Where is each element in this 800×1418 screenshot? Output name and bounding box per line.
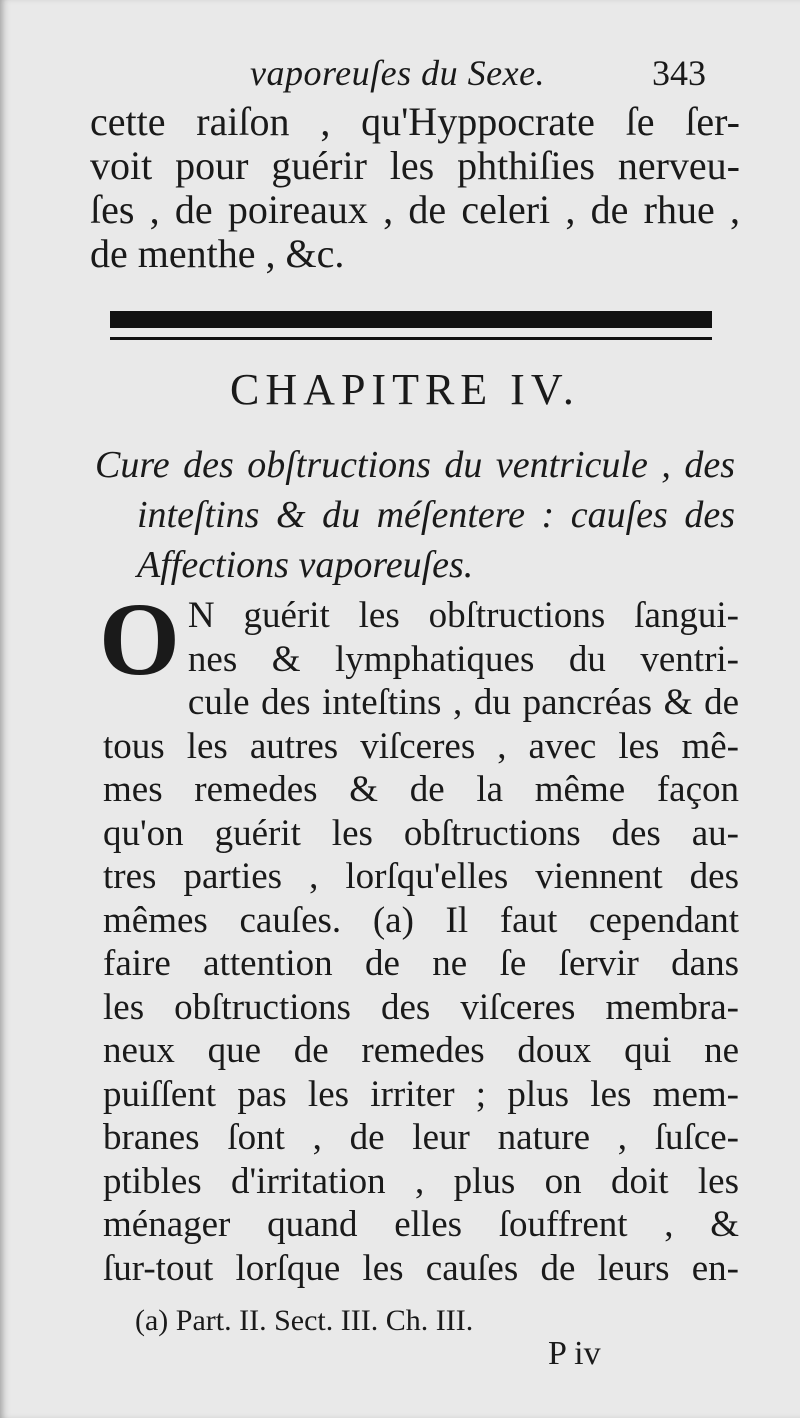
text-line: de menthe , &c. <box>90 231 345 276</box>
body-line: tres parties , lorſqu'elles viennent des <box>103 856 739 897</box>
running-head <box>0 52 800 102</box>
chapter-subtitle <box>95 440 735 590</box>
body-line: nes & lymphatiques du ventri- <box>187 638 739 680</box>
body-line: cule des inteſtins , du pancréas & de <box>187 682 739 723</box>
chapter-rule-thick <box>110 311 712 328</box>
body-line: ptibles d'irritation , plus on doit les <box>103 1160 739 1202</box>
body-line: les obſtructions des viſceres membra- <box>103 986 739 1028</box>
subtitle-line: inteſtins & du méſentere : cauſes des <box>137 494 735 536</box>
body-text <box>99 582 739 1290</box>
body-line: N guérit les obſtructions ſangui- <box>187 595 739 636</box>
body-line: puiſſent pas les irriter ; plus les mem- <box>103 1073 739 1115</box>
body-line: mêmes cauſes. (a) Il faut cependant <box>103 899 739 941</box>
subtitle-line: Cure des obſtructions du ventricule , des <box>95 444 735 486</box>
body-line: tous les autres viſceres , avec les mê- <box>103 725 739 767</box>
body-line: neux que de remedes doux qui ne <box>103 1030 739 1071</box>
subtitle-line: Affections vaporeuſes. <box>137 544 474 586</box>
signature-mark: P iv <box>548 1335 601 1372</box>
body-line: ménager quand elles ſouffrent , & <box>103 1204 739 1245</box>
body-line: branes ſont , de leur nature , ſuſce- <box>103 1117 739 1158</box>
page-number: 343 <box>652 53 706 93</box>
footnote: (a) Part. II. Sect. III. Ch. III. <box>135 1304 474 1337</box>
chapter-rule-thin <box>110 337 712 340</box>
text-line: cette raiſon , qu'Hyppocrate ſe ſer- <box>90 99 740 144</box>
body-line: mes remedes & de la même façon <box>103 769 739 810</box>
text-line: voit pour guérir les phthiſies nerveu- <box>90 143 740 188</box>
top-paragraph <box>90 100 740 276</box>
drop-cap: O <box>99 582 180 697</box>
body-line: qu'on guérit les obſtructions des au- <box>103 812 739 854</box>
chapter-heading: CHAPITRE IV. <box>230 365 580 414</box>
text-line: ſes , de poireaux , de celeri , de rhue , <box>90 187 740 232</box>
body-line: faire attention de ne ſe ſervir dans <box>103 943 739 984</box>
running-head-title: vaporeuſes du Sexe. <box>250 53 546 93</box>
body-line: ſur-tout lorſque les cauſes de leurs en- <box>103 1247 739 1289</box>
